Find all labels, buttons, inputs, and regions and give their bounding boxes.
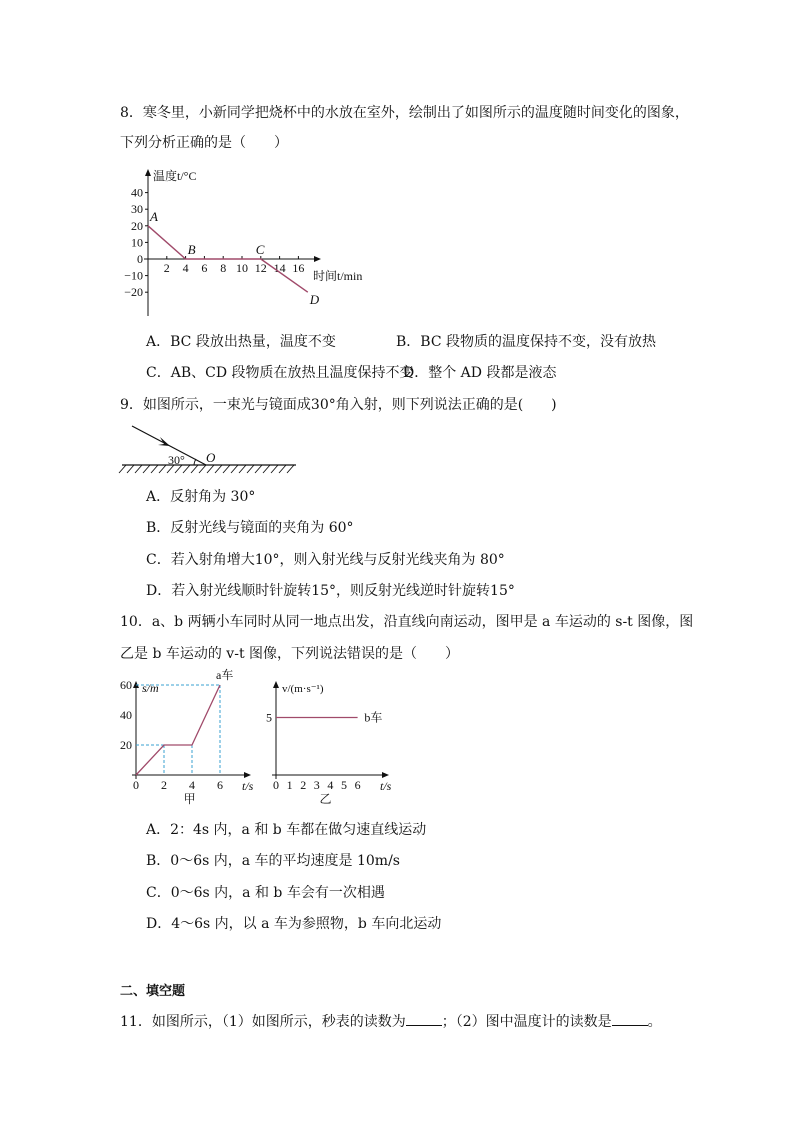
point-o-label: O (206, 450, 216, 465)
x-tick-label: 6 (354, 778, 361, 792)
y-axis-label: v/(m·s⁻¹) (282, 683, 324, 695)
x-axis-arrow-icon (382, 772, 389, 778)
q11-part2: ；（2）图中温度计的读数是 (441, 1014, 612, 1030)
q8-option-a[interactable]: A．BC 段放出热量，温度不变 (146, 334, 336, 350)
y-tick-label: 30 (131, 202, 143, 217)
q10-stem-line1: 10．a、b 两辆小车同时从同一地点出发，沿直线向南运动，图甲是 a 车运动的 s-t 图像，图 (120, 614, 694, 630)
y-tick-label: 20 (120, 738, 132, 752)
x-axis-label: t/s (380, 779, 392, 793)
angle-arc (194, 459, 196, 465)
y-axis-arrow-icon (145, 169, 151, 176)
q8-option-d[interactable]: D．整个 AD 段都是液态 (403, 365, 557, 381)
x-tick-label: 2 (161, 778, 167, 792)
y-tick-label: 10 (131, 235, 143, 250)
chart-caption-yi: 乙 (319, 792, 332, 806)
y-tick-label: −20 (124, 285, 143, 300)
q9-option-c[interactable]: C．若入射角增大10°，则入射光线与反射光线夹角为 80° (146, 552, 505, 568)
q11-part3: 。 (647, 1014, 662, 1030)
x-tick-label: 6 (217, 778, 223, 792)
x-tick-label: 5 (341, 778, 347, 792)
q9-option-d[interactable]: D．若入射光线顺时针旋转15°，则反射光线逆时针旋转15° (146, 583, 515, 599)
x-tick-label: 2 (300, 778, 307, 792)
x-tick-label: 6 (201, 261, 208, 275)
x-tick-label: 4 (327, 778, 334, 792)
q9-stem: 9．如图所示，一束光与镜面成30°角入射，则下列说法正确的是( ) (120, 397, 557, 413)
x-tick-label: 4 (182, 261, 189, 275)
ray-arrow-icon (158, 437, 170, 446)
q8-option-b[interactable]: B．BC 段物质的温度保持不变，没有放热 (396, 334, 656, 350)
q8-stem-line1: 8．寒冬里，小新同学把烧杯中的水放在室外，绘制出了如图所示的温度随时间变化的图象， (120, 105, 689, 121)
chart-caption-jia: 甲 (183, 792, 196, 806)
q9-option-b[interactable]: B．反射光线与镜面的夹角为 60° (146, 520, 354, 536)
q10-option-a[interactable]: A．2：4s 内，a 和 b 车都在做匀速直线运动 (146, 822, 427, 838)
mirror-hatching (119, 465, 294, 473)
q11-part1: 11．如图所示，（1）如图所示，秒表的读数为 (120, 1014, 406, 1030)
series-label-a-car: a车 (216, 668, 234, 682)
x-tick-label: 1 (286, 778, 293, 792)
x-axis-label: 时间t/min (313, 269, 363, 283)
x-axis-arrow-icon (244, 772, 251, 778)
point-label-a: A (150, 208, 158, 224)
q10-option-c[interactable]: C．0～6s 内，a 和 b 车会有一次相遇 (146, 885, 385, 901)
y-tick-label: 40 (131, 185, 143, 200)
q9-option-a[interactable]: A．反射角为 30° (146, 489, 256, 505)
y-tick-label: −10 (124, 268, 143, 283)
point-label-c: C (255, 242, 265, 257)
y-tick-label: 5 (266, 710, 272, 725)
x-tick-label: 0 (273, 778, 279, 792)
x-tick-label: 10 (236, 261, 248, 275)
x-tick-label: 14 (273, 261, 286, 275)
q11-stem (120, 1011, 662, 1031)
y-tick-label: 60 (120, 678, 132, 692)
answer-blank-1[interactable] (406, 1011, 442, 1026)
angle-label: 30° (168, 453, 185, 467)
y-axis-label: s/m (142, 681, 159, 695)
y-axis-label: 温度t/°C (153, 169, 197, 183)
x-tick-label: 3 (313, 778, 320, 792)
x-tick-label: 4 (189, 778, 195, 792)
q8-stem-line2: 下列分析正确的是（ ） (120, 135, 288, 151)
x-tick-label: 16 (292, 261, 305, 275)
x-axis-label: t/s (242, 779, 254, 793)
q10-option-b[interactable]: B．0～6s 内，a 车的平均速度是 10m/s (146, 853, 400, 869)
q8-option-c[interactable]: C．AB、CD 段物质在放热且温度保持不变 (146, 365, 414, 381)
q10-stem-line2: 乙是 b 车运动的 v-t 图像，下列说法错误的是（ ） (120, 646, 460, 662)
x-tick-label: 2 (163, 261, 170, 275)
series-label-b-car: b车 (364, 710, 383, 725)
section-title: 二、填空题 (120, 984, 186, 999)
point-label-d: D (309, 292, 320, 308)
b-car-v-t-chart (262, 676, 402, 808)
a-car-s-t-chart (120, 668, 260, 808)
y-tick-label: 0 (137, 252, 143, 266)
answer-blank-2[interactable] (612, 1011, 648, 1026)
a-car-line (136, 685, 220, 775)
x-tick-label: 8 (220, 261, 227, 275)
temperature-time-chart (120, 160, 380, 320)
q10-option-d[interactable]: D．4～6s 内，以 a 车为参照物，b 车向北运动 (146, 916, 442, 932)
x-tick-label: 0 (133, 778, 139, 792)
x-axis-arrow-icon (314, 256, 321, 262)
y-tick-label: 20 (131, 218, 143, 233)
y-tick-label: 40 (120, 708, 132, 722)
point-label-b: B (187, 242, 196, 257)
mirror-reflection-diagram (118, 420, 308, 480)
y-axis-arrow-icon (273, 681, 279, 688)
x-tick-label: 12 (254, 261, 267, 275)
